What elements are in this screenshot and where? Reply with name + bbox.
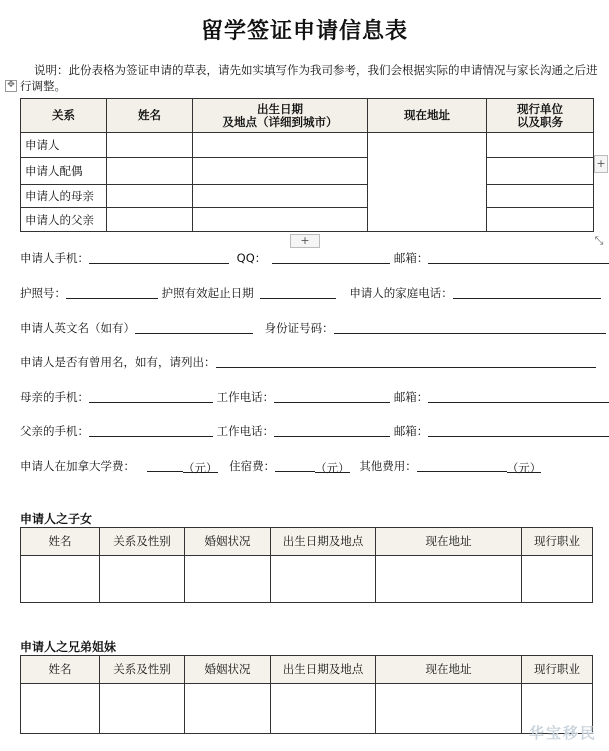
cell-mother-name[interactable] xyxy=(107,185,193,208)
email-blank[interactable] xyxy=(428,251,609,264)
children-cell[interactable] xyxy=(21,556,100,603)
field-row-identity xyxy=(20,320,606,336)
id-number-blank[interactable] xyxy=(334,321,606,334)
siblings-header-name: 姓名 xyxy=(21,656,100,684)
children-header-relation: 关系及性别 xyxy=(100,528,185,556)
header-employer-line2: 以及职务 xyxy=(517,114,563,129)
father-phone-blank[interactable] xyxy=(89,424,213,437)
mother-phone-blank[interactable] xyxy=(89,390,213,403)
siblings-header-marital: 婚姻状况 xyxy=(185,656,271,684)
children-cell[interactable] xyxy=(522,556,593,603)
siblings-cell[interactable] xyxy=(185,684,271,734)
lodging-blank[interactable] xyxy=(275,459,315,472)
children-header-name: 姓名 xyxy=(21,528,100,556)
cell-applicant-employer[interactable] xyxy=(487,133,594,158)
father-work-label: 工作电话： xyxy=(216,424,275,438)
cell-mother-employer[interactable] xyxy=(487,185,594,208)
english-name-label: 申请人英文名（如有） xyxy=(20,321,135,335)
row-label-applicant: 申请人 xyxy=(21,133,107,158)
cell-spouse-name[interactable] xyxy=(107,158,193,185)
tuition-unit: （元） xyxy=(183,461,218,475)
header-employer-line1: 现行单位 xyxy=(517,101,563,116)
mother-work-label: 工作电话： xyxy=(216,390,275,404)
cell-mother-birth[interactable] xyxy=(193,185,368,208)
qq-blank[interactable] xyxy=(272,251,390,264)
siblings-header-occupation: 现行职业 xyxy=(522,656,593,684)
children-header-marital: 婚姻状况 xyxy=(185,528,271,556)
siblings-cell[interactable] xyxy=(376,684,522,734)
children-cell[interactable] xyxy=(185,556,271,603)
children-header-birth: 出生日期及地点 xyxy=(271,528,376,556)
page-title: 留学签证申请信息表 xyxy=(200,18,408,44)
tuition-label: 申请人在加拿大学费： xyxy=(20,459,135,473)
siblings-header-address: 现在地址 xyxy=(376,656,522,684)
id-number-label: 身份证号码： xyxy=(264,321,334,335)
cell-applicant-birth[interactable] xyxy=(193,133,368,158)
mother-email-label: 邮箱： xyxy=(393,390,429,404)
siblings-cell[interactable] xyxy=(21,684,100,734)
field-row-mother xyxy=(20,389,609,405)
cell-applicant-name[interactable] xyxy=(107,133,193,158)
row-label-father: 申请人的父亲 xyxy=(21,208,107,232)
add-column-button[interactable]: + xyxy=(594,155,608,173)
other-cost-unit: （元） xyxy=(506,461,542,475)
home-phone-blank[interactable] xyxy=(453,286,601,299)
header-birth xyxy=(193,99,368,133)
siblings-cell[interactable] xyxy=(100,684,185,734)
field-row-former-name xyxy=(20,354,596,370)
passport-expiry-blank[interactable] xyxy=(260,286,336,299)
father-work-blank[interactable] xyxy=(274,424,390,437)
header-relation: 关系 xyxy=(21,99,107,133)
other-cost-label: 其他费用： xyxy=(359,459,417,473)
cell-father-employer[interactable] xyxy=(487,208,594,232)
children-header-address: 现在地址 xyxy=(376,528,522,556)
mother-work-blank[interactable] xyxy=(274,390,390,403)
children-cell[interactable] xyxy=(271,556,376,603)
lodging-unit: （元） xyxy=(315,461,350,475)
watermark-logo: 华宝移民 xyxy=(528,724,597,742)
family-info-table xyxy=(20,98,594,232)
cell-father-birth[interactable] xyxy=(193,208,368,232)
passport-expiry-label: 护照有效起止日期 xyxy=(161,286,254,300)
phone-blank[interactable] xyxy=(89,251,229,264)
siblings-header-birth: 出生日期及地点 xyxy=(271,656,376,684)
move-handle-icon[interactable]: ✥ xyxy=(5,80,17,92)
qq-label: QQ： xyxy=(236,251,267,265)
home-phone-label: 申请人的家庭电话： xyxy=(349,286,453,300)
lodging-label: 住宿费： xyxy=(229,459,276,473)
father-email-blank[interactable] xyxy=(428,424,609,437)
father-phone-label: 父亲的手机： xyxy=(20,424,89,438)
siblings-table xyxy=(20,655,593,734)
other-cost-blank[interactable] xyxy=(417,459,507,472)
children-cell[interactable] xyxy=(376,556,522,603)
siblings-header-relation: 关系及性别 xyxy=(100,656,185,684)
children-table xyxy=(20,527,593,603)
mother-phone-label: 母亲的手机： xyxy=(20,390,89,404)
header-birth-line1: 出生日期 xyxy=(257,101,303,116)
former-name-label: 申请人是否有曾用名，如有，请列出： xyxy=(20,355,216,369)
field-row-father xyxy=(20,423,609,439)
add-row-button[interactable]: + xyxy=(290,234,320,248)
former-name-blank[interactable] xyxy=(216,355,596,368)
row-label-spouse: 申请人配偶 xyxy=(21,158,107,185)
children-section-title: 申请人之子女 xyxy=(20,512,93,526)
field-row-passport xyxy=(20,285,601,301)
phone-label: 申请人手机： xyxy=(20,251,89,265)
row-label-mother: 申请人的母亲 xyxy=(21,185,107,208)
cell-spouse-birth[interactable] xyxy=(193,158,368,185)
siblings-section-title: 申请人之兄弟姐妹 xyxy=(20,640,117,654)
header-name: 姓名 xyxy=(107,99,193,133)
header-birth-line2: 及地点（详细到城市） xyxy=(222,114,338,129)
tuition-blank[interactable] xyxy=(147,459,183,472)
cell-address-merged[interactable] xyxy=(368,133,487,232)
father-email-label: 邮箱： xyxy=(393,424,429,438)
field-row-contact xyxy=(20,250,609,266)
field-row-costs xyxy=(20,458,541,474)
resize-handle-icon[interactable]: ⤡ xyxy=(594,234,604,247)
passport-label: 护照号： xyxy=(20,286,66,300)
passport-blank[interactable] xyxy=(66,286,158,299)
siblings-cell[interactable] xyxy=(271,684,376,734)
english-name-blank[interactable] xyxy=(135,321,253,334)
cell-father-name[interactable] xyxy=(107,208,193,232)
email-label: 邮箱： xyxy=(393,251,429,265)
cell-spouse-employer[interactable] xyxy=(487,158,594,185)
children-cell[interactable] xyxy=(100,556,185,603)
header-address: 现在地址 xyxy=(368,99,487,133)
intro-text: 说明：此份表格为签证申请的草表，请先如实填写作为我司参考，我们会根据实际的申请情况与家长沟通之后进行调整。 xyxy=(20,63,598,93)
header-employer xyxy=(487,99,594,133)
mother-email-blank[interactable] xyxy=(428,390,609,403)
children-header-occupation: 现行职业 xyxy=(522,528,593,556)
